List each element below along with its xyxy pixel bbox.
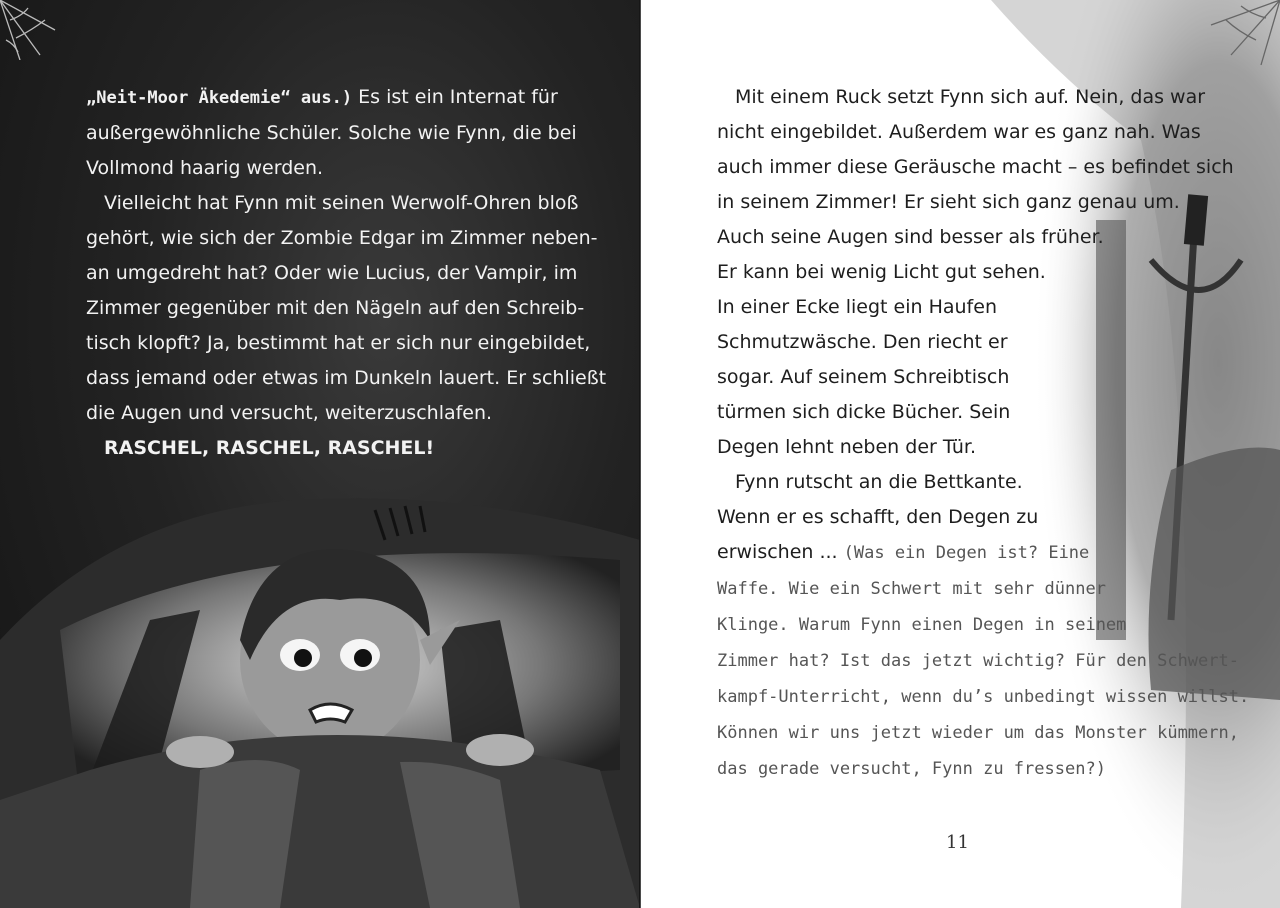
text-line [86, 256, 578, 291]
text-segment: an umgedreht hat? Oder wie Lucius, der Vampir, im [86, 262, 578, 284]
text-segment: Klinge. Warum Fynn einen Degen in seinem [717, 615, 1127, 635]
text-segment: Es ist ein Internat für [352, 86, 558, 108]
text-line [717, 220, 1197, 255]
right-page-text [717, 80, 1250, 787]
text-segment: Schmutzwäsche. Den riecht er [717, 331, 1008, 353]
text-segment: Auch seine Augen sind besser als früher. [717, 226, 1104, 248]
text-segment: sogar. Auf seinem Schreibtisch [717, 366, 1010, 388]
text-line [717, 150, 1234, 185]
text-line [86, 431, 566, 466]
text-line [717, 80, 1206, 115]
text-line [717, 643, 1239, 679]
text-segment: „Neit-Moor Äkedemie“ aus.) [86, 88, 353, 108]
text-segment: Degen lehnt neben der Tür. [717, 436, 977, 458]
text-line [717, 500, 1197, 535]
text-segment: Fynn rutscht an die Bettkante. [735, 471, 1023, 493]
left-page-text [86, 80, 607, 466]
page-number: 11 [946, 832, 969, 853]
text-segment: außergewöhnliche Schüler. Solche wie Fynn, die bei [86, 122, 577, 144]
text-line [86, 151, 566, 186]
text-line [717, 115, 1201, 150]
text-line [717, 325, 1197, 360]
text-segment: die Augen und versucht, weiterzuschlafen. [86, 402, 493, 424]
text-segment: gehört, wie sich der Zombie Edgar im Zimmer neben- [86, 227, 598, 249]
text-segment: In einer Ecke liegt ein Haufen [717, 296, 997, 318]
text-segment: Mit einem Ruck setzt Fynn sich auf. Nein, das war [735, 86, 1206, 108]
text-segment: türmen sich dicke Bücher. Sein [717, 401, 1011, 423]
text-segment: dass jemand oder etwas im Dunkeln lauert. Er schließt [86, 367, 607, 389]
text-line [717, 360, 1197, 395]
text-segment: kampf-Unterricht, wenn du’s unbedingt wissen willst. [717, 687, 1250, 707]
text-line [86, 116, 577, 151]
text-segment: RASCHEL, RASCHEL, RASCHEL! [104, 437, 435, 459]
text-segment: Zimmer gegenüber mit den Nägeln auf den Schreib- [86, 297, 585, 319]
text-line [717, 607, 1197, 643]
text-segment: Er kann bei wenig Licht gut sehen. [717, 261, 1046, 283]
text-line [717, 255, 1197, 290]
text-line [86, 361, 607, 396]
boy-under-blanket-illustration [0, 470, 640, 908]
text-segment: erwischen ... [717, 541, 844, 563]
text-segment: in seinem Zimmer! Er sieht sich ganz genau um. [717, 191, 1180, 213]
text-segment: Vielleicht hat Fynn mit seinen Werwolf-Ohren bloß [104, 192, 579, 214]
right-page [641, 0, 1280, 908]
text-line [717, 185, 1197, 220]
text-line [86, 80, 566, 116]
text-segment: (Was ein Degen ist? Eine [843, 543, 1090, 563]
text-segment: Waffe. Wie ein Schwert mit sehr dünner [717, 579, 1106, 599]
text-line [717, 751, 1197, 787]
text-line [86, 396, 566, 431]
text-line [717, 465, 1197, 500]
cobweb-icon [0, 0, 60, 60]
text-segment: Wenn er es schafft, den Degen zu [717, 506, 1039, 528]
text-segment: Können wir uns jetzt wieder um das Monster kümmern, [717, 723, 1239, 743]
text-segment: das gerade versucht, Fynn zu fressen?) [717, 759, 1106, 779]
text-line [717, 715, 1239, 751]
text-line [717, 430, 1197, 465]
text-line [717, 535, 1197, 571]
text-segment: Vollmond haarig werden. [86, 157, 324, 179]
text-line [717, 395, 1197, 430]
text-line [86, 221, 598, 256]
text-line [717, 679, 1250, 715]
text-segment: nicht eingebildet. Außerdem war es ganz nah. Was [717, 121, 1201, 143]
text-segment: auch immer diese Geräusche macht – es befindet sich [717, 156, 1234, 178]
text-segment: Zimmer hat? Ist das jetzt wichtig? Für den Schwert- [717, 651, 1239, 671]
text-line [86, 186, 579, 221]
text-line [717, 571, 1197, 607]
text-line [86, 291, 585, 326]
text-line [717, 290, 1197, 325]
text-line [86, 326, 591, 361]
text-segment: tisch klopft? Ja, bestimmt hat er sich nur eingebildet, [86, 332, 591, 354]
